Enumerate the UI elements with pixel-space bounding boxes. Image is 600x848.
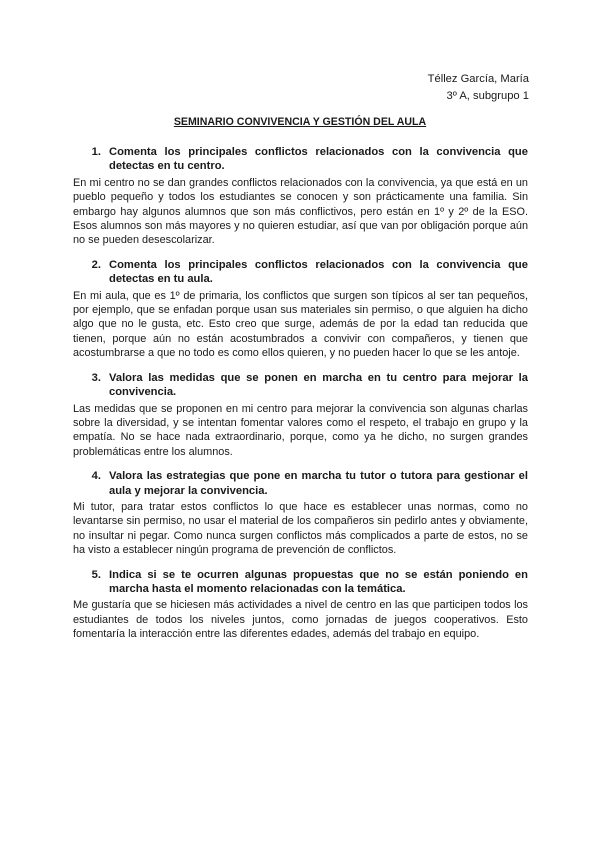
section-3 xyxy=(73,371,528,459)
section-2 xyxy=(73,258,528,361)
question-text: Comenta los principales conflictos relacionados con la convivencia que detectas en tu centro. xyxy=(109,146,528,173)
answer-paragraph: En mi aula, que es 1º de primaria, los conflictos que surgen son típicos al ser tan pequeños, por ejemplo, que se enfadan porque usan sus materiales sin permiso, o que alguien ha dicho algo que no le gusta, etc. Esto creo que surge, además de por la edad tan reducida que tienen, porque aún no están acostumbrados a convivir con compañeros, y tienen que acostumbrarse a que no todo es como ellos quieren, y no pueden hacer lo que se les antoje. xyxy=(73,289,528,360)
question-heading xyxy=(73,258,528,287)
question-number: 4. xyxy=(91,470,101,483)
question-number: 5. xyxy=(91,568,101,581)
author-header xyxy=(428,71,529,105)
question-list xyxy=(73,145,528,652)
author-group: 3º A, subgrupo 1 xyxy=(446,90,529,102)
question-number: 1. xyxy=(91,146,101,158)
answer-paragraph: Me gustaría que se hiciesen más actividades a nivel de centro en las que participen todos los estudiantes de todos los niveles juntos, como jornadas de juegos cooperativos. Esto fomentaría la interacción entre las diferentes edades, además del trabajo en equipo. xyxy=(73,599,528,641)
answer-paragraph: En mi centro no se dan grandes conflictos relacionados con la convivencia, ya que está en un pueblo pequeño y todos los estudiantes se conocen y son prácticamente una familia. Sin embargo hay algunos alumnos que son más conflictivos, pero están en 1º y 2º de la ESO. Esos alumnos son más mayores y no quieren estudiar, así que van por obligación porque aún no se pueden desescolarizar. xyxy=(73,176,528,247)
question-text: Indica si se te ocurren algunas propuestas que no se están poniendo en marcha hasta el momento relacionadas con la temática. xyxy=(109,568,528,595)
section-1 xyxy=(73,145,528,248)
question-number: 2. xyxy=(91,258,101,271)
section-4 xyxy=(73,469,528,557)
question-heading xyxy=(73,469,528,498)
document-title: SEMINARIO CONVIVENCIA Y GESTIÓN DEL AULA xyxy=(173,116,427,128)
question-heading xyxy=(73,371,528,400)
section-5 xyxy=(73,568,528,642)
answer-paragraph: Mi tutor, para tratar estos conflictos lo que hace es establecer unas normas, como no levantarse sin permiso, no usar el material de los compañeros sin pedirlo antes y obviamente, no insultar ni pegar. Como nunca surgen conflictos más complicados a parte de estos, no se ha visto a establecer ningún programa de prevención de conflictos. xyxy=(73,500,528,557)
question-heading xyxy=(73,568,528,597)
author-name: Téllez García, María xyxy=(427,73,529,85)
question-text: Valora las medidas que se ponen en marcha en tu centro para mejorar la convivencia. xyxy=(109,371,528,399)
question-number: 3. xyxy=(91,371,101,384)
question-text: Comenta los principales conflictos relacionados con la convivencia que detectas en tu aula. xyxy=(109,258,528,286)
question-heading xyxy=(73,145,528,174)
question-text: Valora las estrategias que pone en marcha tu tutor o tutora para gestionar el aula y mejorar la convivencia. xyxy=(109,470,528,497)
answer-paragraph: Las medidas que se proponen en mi centro para mejorar la convivencia son algunas charlas sobre la diversidad, y se intentan fomentar valores como el respeto, el trabajo en grupo y la empatía. No se hace nada extraordinario, porque, como ya he dicho, no surgen grandes problemáticas entre los alumnos. xyxy=(73,402,528,458)
